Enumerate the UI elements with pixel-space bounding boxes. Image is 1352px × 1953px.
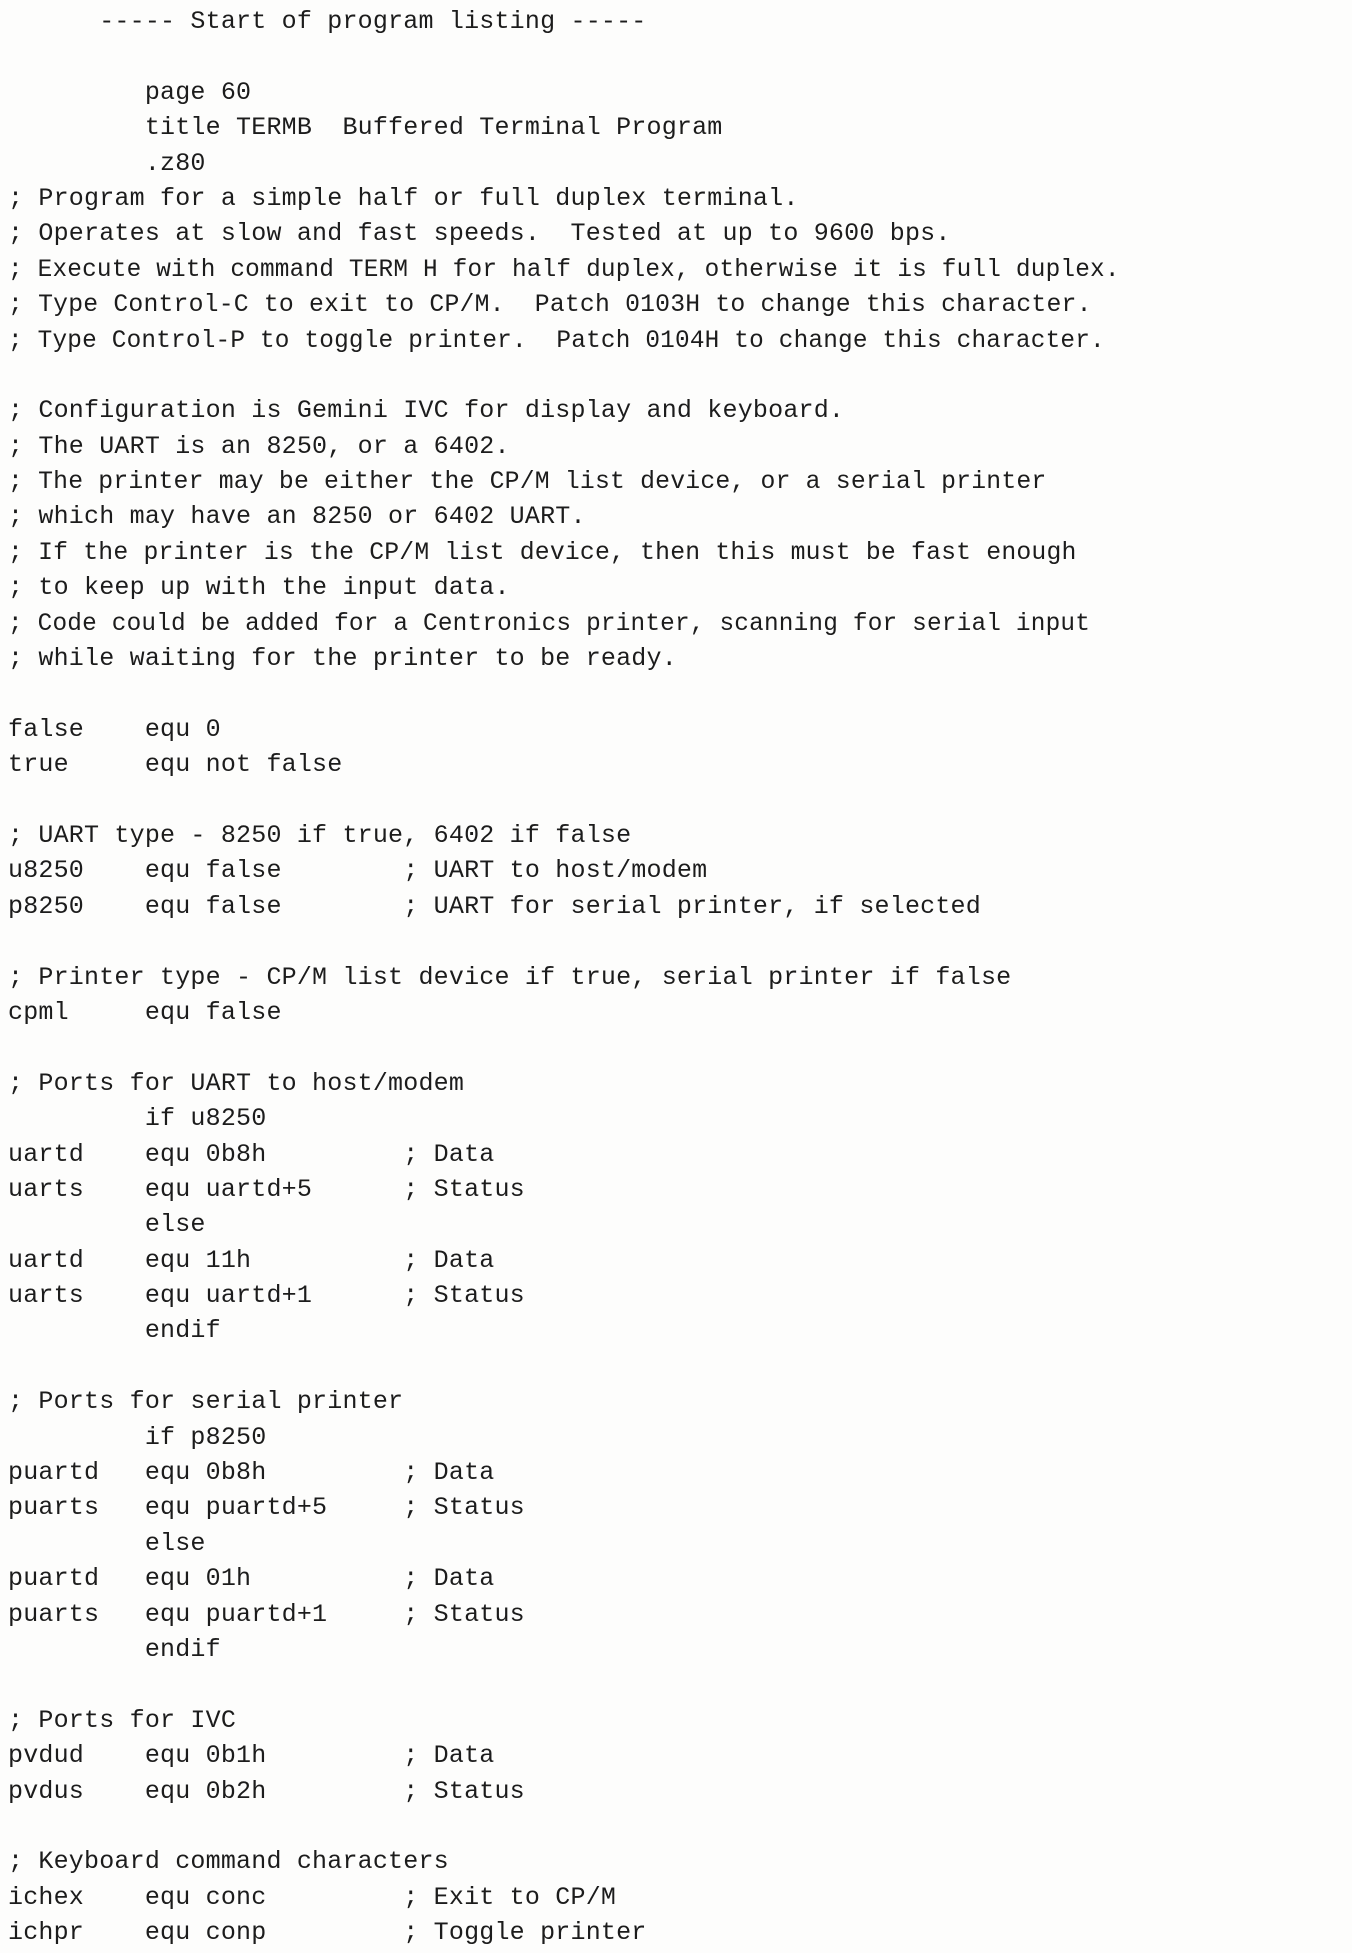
program-listing bbox=[8, 4, 1344, 1950]
listing-line: if p8250 bbox=[8, 1422, 267, 1452]
blank-line bbox=[8, 1030, 1344, 1065]
listing-line: ; If the printer is the CP/M list device, then this must be fast enough bbox=[8, 537, 1077, 567]
listing-line: ; Configuration is Gemini IVC for display and keyboard. bbox=[8, 396, 845, 426]
listing-line: pvdus equ 0b2h ; Status bbox=[8, 1776, 525, 1806]
listing-line: u8250 equ false ; UART to host/modem bbox=[8, 856, 708, 886]
blank-line bbox=[8, 783, 1344, 818]
blank-line bbox=[8, 1809, 1344, 1844]
blank-line bbox=[8, 39, 1344, 74]
listing-line: pvdud equ 0b1h ; Data bbox=[8, 1741, 495, 1771]
listing-line: puarts equ puartd+1 ; Status bbox=[8, 1599, 525, 1629]
listing-line: uarts equ uartd+5 ; Status bbox=[8, 1174, 525, 1204]
listing-line: else bbox=[8, 1528, 206, 1558]
listing-line: title TERMB Buffered Terminal Program bbox=[8, 113, 723, 143]
listing-line: ; which may have an 8250 or 6402 UART. bbox=[8, 502, 586, 532]
listing-line: ; Type Control-P to toggle printer. Patch 0104H to change this character. bbox=[8, 325, 1105, 355]
listing-line: ichex equ conc ; Exit to CP/M bbox=[8, 1882, 617, 1912]
listing-line: page 60 bbox=[8, 77, 252, 107]
listing-line: ----- Start of program listing ----- bbox=[8, 7, 647, 36]
listing-line: ; Ports for UART to host/modem bbox=[8, 1068, 465, 1098]
listing-line: ; UART type - 8250 if true, 6402 if false bbox=[8, 820, 632, 850]
listing-line: endif bbox=[8, 1316, 221, 1346]
listing-line: ; Ports for IVC bbox=[8, 1705, 237, 1735]
listing-line: puartd equ 0b8h ; Data bbox=[8, 1458, 495, 1488]
listing-line: cpml equ false bbox=[8, 997, 282, 1027]
listing-line: uarts equ uartd+1 ; Status bbox=[8, 1281, 525, 1311]
listing-line: ; Ports for serial printer bbox=[8, 1387, 404, 1417]
blank-line bbox=[8, 676, 1344, 711]
listing-line: ; The printer may be either the CP/M list device, or a serial printer bbox=[8, 467, 1047, 497]
listing-line: ; Execute with command TERM H for half duplex, otherwise it is full duplex. bbox=[8, 254, 1120, 284]
listing-line: ichpr equ conp ; Toggle printer bbox=[8, 1918, 647, 1948]
listing-line: else bbox=[8, 1210, 206, 1240]
blank-line bbox=[8, 1349, 1344, 1384]
listing-line: endif bbox=[8, 1634, 221, 1664]
listing-line: ; Type Control-C to exit to CP/M. Patch 0103H to change this character. bbox=[8, 290, 1092, 320]
listing-line: ; Keyboard command characters bbox=[8, 1847, 449, 1877]
listing-line: p8250 equ false ; UART for serial printer, if selected bbox=[8, 891, 981, 921]
listing-line: ; while waiting for the printer to be ready. bbox=[8, 644, 677, 674]
blank-line bbox=[8, 924, 1344, 959]
listing-line: ; The UART is an 8250, or a 6402. bbox=[8, 431, 510, 461]
listing-line: puarts equ puartd+5 ; Status bbox=[8, 1493, 525, 1523]
listing-line: uartd equ 11h ; Data bbox=[8, 1245, 495, 1275]
listing-line: ; Operates at slow and fast speeds. Tested at up to 9600 bps. bbox=[8, 219, 951, 249]
blank-line bbox=[8, 358, 1344, 393]
listing-line: ; Program for a simple half or full duplex terminal. bbox=[8, 183, 799, 213]
listing-line: ; Code could be added for a Centronics printer, scanning for serial input bbox=[8, 608, 1091, 638]
listing-line: puartd equ 01h ; Data bbox=[8, 1564, 495, 1594]
listing-line: ; Printer type - CP/M list device if true, serial printer if false bbox=[8, 962, 1012, 992]
listing-line: .z80 bbox=[8, 148, 206, 178]
blank-line bbox=[8, 1667, 1344, 1702]
listing-line: ; to keep up with the input data. bbox=[8, 573, 510, 603]
listing-line: uartd equ 0b8h ; Data bbox=[8, 1139, 495, 1169]
listing-line: if u8250 bbox=[8, 1104, 267, 1134]
listing-line: true equ not false bbox=[8, 750, 343, 780]
listing-line: false equ 0 bbox=[8, 714, 221, 744]
